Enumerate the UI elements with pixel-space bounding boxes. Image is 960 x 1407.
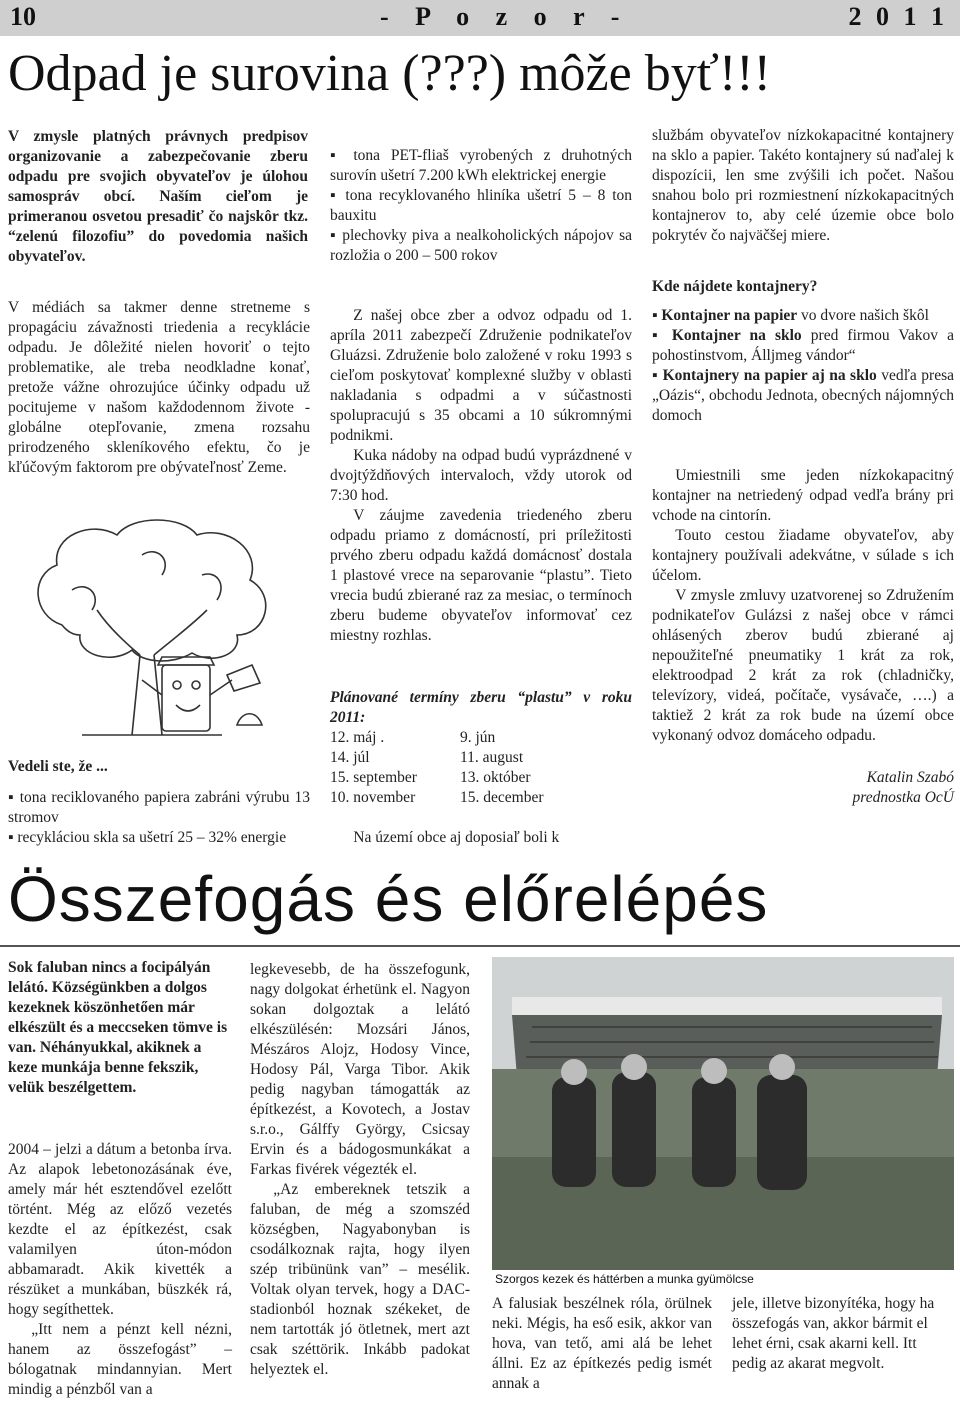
recycling-tree-illustration [22,515,278,745]
col3-paragraph: Umiestnili sme jeden nízkokapacitný kontajner na netriedený odpad vedľa brány pri vchode na cintorín. [652,467,954,524]
article2-col1-text [8,1140,232,1400]
schedule-date: 14. júl [330,749,370,766]
article2-lead: Sok faluban nincs a focipályán lelátó. Községünkben a dolgos kezeknek köszönhetően már elkészült és a meccseken tömve is van. Néhányukkal, akiknek a keze munkája benne fekszik, velük beszélgettem. [8,959,228,1096]
author-role: prednostka OcÚ [852,789,954,806]
article1-lead: V zmysle platných právnych predpisov organizovanie a zabezpečovanie zberu odpadu pre svojich obyvateľov je úlohou samospráv obcí. Naším cieľom je primeranou osvetou presadiť čo najskôr tkz. “zelenú filozofiu” do povedomia našich obyvateľov. [8,128,308,265]
col2-paragraph: Z našej obce zber a odvoz odpadu od 1. apríla 2011 zabezpečí Združenie podnikateľov Gluázsi. Združenie bolo založené v roku 1993 s cieľom poskytovať komplexné služby v oblasti nakladania s odpadmi a v súčastnosti spolupracujú s 35 obcami a 10 súkromnými podnikmi. [330,307,632,444]
author-name: Katalin Szabó [866,769,954,786]
location-item: ▪ Kontajner na papier vo dvore našich škôl [652,306,954,326]
article2-paragraph: jele, illetve bizonyítéka, hogy ha összefogás van, akkor bármit el lehet érni, csak akarni kell. Itt pedig az akarat megvolt. [732,1295,935,1372]
location-item: ▪ Kontajner na sklo pred firmou Vakov a pohostinstvom, Álljmeg vándor“ [652,326,954,366]
article2-col2-text [250,960,470,1380]
container-locations [652,306,954,426]
fact-item: ▪ tona recyklovaného hliníka ušetrí 5 – 8 ton bauxitu [330,186,632,226]
col2-paragraph: V záujme zavedenia triedeného zberu odpadu priamo z domácností, pri príležitosti prvého zberu odpadu každá domácnosť dostala 1 plastové vrece na separovanie “plastu”. Tieto vrecia budú zbierané raz za mesiac, o termínoch zberu budeme obyvateľov informovať cez miestny rozhlas. [330,507,632,644]
article1-paragraph: V médiách sa takmer denne stretneme s propagáciu závažnosti triedenia a recyklácie odpadu. Je dôležité nielen hovoriť o tejto problematike, ale treba neodkladne konať, pretože vážne ohrozujúce účinky odpadu už pocitujeme v našom každodennom živote - globálne otepľovanie, zmena rozsahu prirodzeného skleníkového efektu, čo je kľúčovým faktorom pre obývateľnosť Zeme. [8,299,310,476]
col3-paragraph: Touto cestou žiadame obyvateľov, aby kontajnery používali adekvátne, v súlade s ich účelom. [652,527,954,584]
col3-paragraph: V zmysle zmluvy uzatvorenej so Združením podnikateľov Gulázsi z našej obce v rámci ohlásených zberov budú zbierané aj nepoužiteľné pneumatiky 1 krát za rok, elektroodpad 2 krát za rok (chladničky, televízory, videá, počítače, vysávače, ….) a taktiež 2 krát za rok bude na území obce vykonaný odvoz domáceho odpadu. [652,587,954,744]
fact-item: ▪ plechovky piva a nealkoholických nápojov sa rozložia o 200 – 500 rokov [330,226,632,266]
schedule-date: 9. jún [460,729,496,746]
article1-col2-text [330,306,632,646]
article1-col3-text [652,466,954,746]
byline [652,768,954,808]
fact-item: ▪ tona reciklovaného papiera zabráni výrubu 13 stromov [8,788,310,828]
schedule-date: 15. december [460,789,544,806]
article1-title: Odpad je surovina (???) môže byť!!! [8,45,771,102]
schedule-date: 13. október [460,769,531,786]
schedule-title: Plánované termíny zberu “plastu” v roku 2011: [330,689,632,726]
schedule-date: 11. august [460,749,524,766]
article2-paragraph: legkevesebb, de ha összefogunk, nagy dolgokat érhetünk el. Nagyon sokan dolgoztak a lelátó elkészülésén: Mozsári János, Mészáros Alojz, Hodosy Vince, Hodosy Pál, Varga Tibor. Akik pedig nagyban támogatták az építkezést, a Kovotech, a Jostav s.r.o., Gálffy György, Csicsay Ervin és a bádogosmunkákat a Farkas fivérek végezték el. [250,961,470,1178]
fact-item: ▪ recykláciou skla sa ušetrí 25 – 32% energie [8,828,310,848]
schedule-date: 15. september [330,769,417,786]
facts-list-col2 [330,146,632,266]
stadium-photo [492,957,954,1270]
photo-caption: Szorgos kezek és háttérben a munka gyümölcse [495,1272,754,1286]
did-you-know-heading: Vedeli ste, že ... [8,758,108,775]
col2-paragraph: Na území obce aj doposiaľ boli k [353,829,560,846]
article2-paragraph: 2004 – jelzi a dátum a betonba írva. Az alapok lebetonozásának éve, amely már hét esztendővel ezelőtt történt. Még az előző vezetés kezdte el az építkezést, csak valamilyen úton-módon abbamaradt. Akik kivették a részüket a munkában, büszkék rá, hogy segíthettek. [8,1141,232,1318]
location-item: ▪ Kontajnery na papier aj na sklo vedľa presa „Oázis“, obchodu Jednota, obecných nájomných domoch [652,366,954,426]
where-heading: Kde nájdete kontajnery? [652,278,818,295]
schedule-table [330,728,630,808]
article2-paragraph: „Itt nem a pénzt kell nézni, hanem az összefogást” – bólogatnak mindannyian. Mert mindig a pénzből van a [8,1321,232,1398]
schedule-date: 12. máj . [330,729,385,746]
schedule-date: 10. november [330,789,416,806]
fact-item: ▪ tona PET-fliaš vyrobených z druhotných surovín ušetrí 7.200 kWh elektrickej energie [330,146,632,186]
header-year: 2 0 1 1 [848,2,948,31]
article2-title: Összefogás és előrelépés [8,863,769,935]
article2-paragraph: „Az embereknek tetszik a faluban, de még a szomszéd községben, Nagyabonyban is csodálkoznak rajta, hogy ilyen szép tribününk van” – mesélik. Voltak olyan tervek, hogy a DAC-stadionból hoznak székeket, de nem tartották jó ötletnek, mert azt csak széttörik. Inkább padokat helyeztek el. [250,1181,470,1378]
divider [0,945,960,947]
col3-paragraph: službám obyvateľov nízkokapacitné kontajnery na sklo a papier. Takéto kontajnery sú naďalej k dispozícii, len sme zvýšili ich počet. Našou snahou bolo pri rozmiestnení nízkokapacitných kontajnerov to, aby celé územie obce bolo pokrytév čo najväčšej miere. [652,127,954,244]
masthead: - P o z o r - [380,2,630,31]
col2-paragraph: Kuka nádoby na odpad budú vyprázdnené v dvojtýždňových intervaloch, vždy utorok od 7:30 hod. [330,447,632,504]
article2-paragraph: A falusiak beszélnek róla, örülnek neki. Mégis, ha eső esik, akkor van hova, van tető, ami alá be lehet állni. Ez az építkezés pedig ismét annak a [492,1295,712,1392]
page-number: 10 [10,2,36,31]
facts-list-col1 [8,788,310,848]
